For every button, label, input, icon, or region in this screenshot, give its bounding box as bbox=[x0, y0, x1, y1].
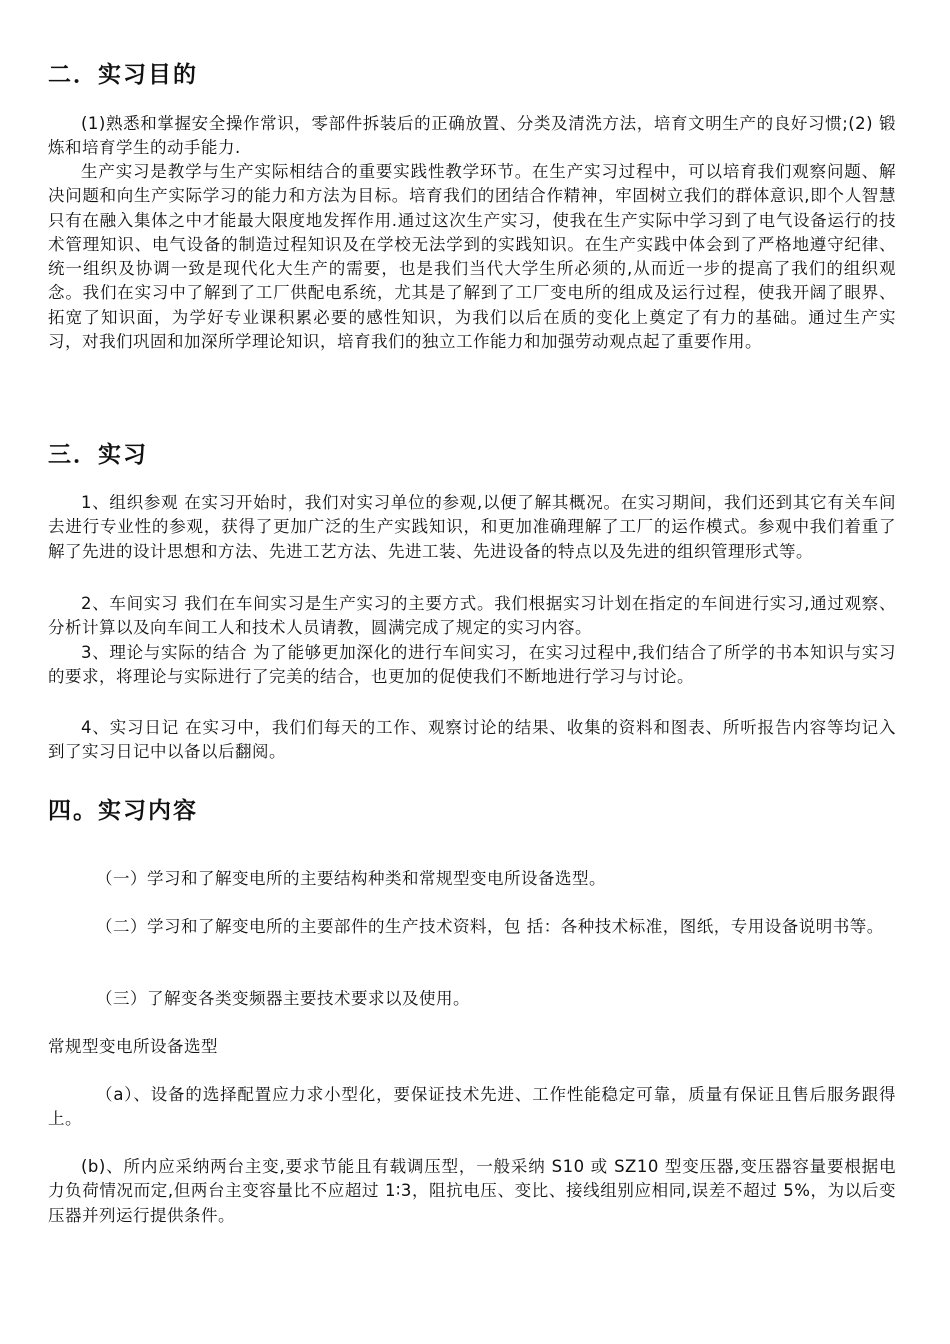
content-item-2: （二）学习和了解变电所的主要部件的生产技术资料，包 括：各种技术标准，图纸，专用设备说明书等。 bbox=[96, 917, 884, 936]
internship-item-2: 2、车间实习 我们在车间实习是生产实习的主要方式。我们根据实习计划在指定的车间进行实习,通过观察、分析计算以及向车间工人和技术人员请教，圆满完成了规定的实习内容。 bbox=[48, 594, 896, 638]
equipment-item-a: （a）、设备的选择配置应力求小型化，要保证技术先进、工作性能稳定可靠，质量有保证且售后服务跟得上。 bbox=[48, 1085, 896, 1129]
equipment-selection-subheading: 常规型变电所设备选型 bbox=[48, 1037, 218, 1056]
purpose-paragraph-1: (1)熟悉和掌握安全操作常识，零部件拆装后的正确放置、分类及清洗方法，培育文明生产的良好习惯;(2) 锻炼和培育学生的动手能力. bbox=[48, 114, 896, 158]
equipment-item-b: (b)、所内应采纳两台主变,要求节能且有载调压型，一般采纳 S10 或 SZ10 型变压器,变压器容量要根据电力负荷情况而定,但两台主变容量比不应超过 1∶3，阻抗电压、变比、接线组别应相同,误差不超过 5%，为以后变压器并列运行提供条件。 bbox=[48, 1157, 896, 1225]
internship-item-1: 1、组织参观 在实习开始时，我们对实习单位的参观,以便了解其概况。在实习期间，我们还到其它有关车间去进行专业性的参观，获得了更加广泛的生产实践知识，和更加准确理解了工厂的运作模式。参观中我们着重了解了先进的设计思想和方法、先进工艺方法、先进工装、先进设备的特点以及先进的组织管理形式等。 bbox=[48, 493, 896, 561]
section-heading-internship: 三．实习 bbox=[48, 442, 148, 468]
content-item-1: （一）学习和了解变电所的主要结构种类和常规型变电所设备选型。 bbox=[96, 869, 606, 888]
content-item-3: （三）了解变各类变频器主要技术要求以及使用。 bbox=[96, 989, 470, 1008]
purpose-paragraph-2: 生产实习是教学与生产实际相结合的重要实践性教学环节。在生产实习过程中，可以培育我们观察问题、解决问题和向生产实际学习的能力和方法为目标。培育我们的团结合作精神，牢固树立我们的群体意识,即个人智慧只有在融入集体之中才能最大限度地发挥作用.通过这次生产实习，使我在生产实际中学习到了电气设备运行的技术管理知识、电气设备的制造过程知识及在学校无法学到的实践知识。在生产实践中体会到了严格地遵守纪律、统一组织及协调一致是现代化大生产的需要，也是我们当代大学生所必须的,从而近一步的提高了我们的组织观念。我们在实习中了解到了工厂供配电系统，尤其是了解到了工厂变电所的组成及运行过程，使我开阔了眼界、拓宽了知识面，为学好专业课积累必要的感性知识，为我们以后在质的变化上奠定了有力的基础。通过生产实习，对我们巩固和加深所学理论知识，培育我们的独立工作能力和加强劳动观点起了重要作用。 bbox=[48, 162, 896, 352]
section-heading-purpose: 二．实习目的 bbox=[48, 62, 198, 88]
section-heading-content: 四。实习内容 bbox=[48, 798, 198, 824]
internship-item-4: 4、实习日记 在实习中，我们们每天的工作、观察讨论的结果、收集的资料和图表、所听报告内容等均记入到了实习日记中以备以后翻阅。 bbox=[48, 718, 896, 762]
internship-item-3: 3、理论与实际的结合 为了能够更加深化的进行车间实习，在实习过程中,我们结合了所学的书本知识与实习的要求，将理论与实际进行了完美的结合，也更加的促使我们不断地进行学习与讨论。 bbox=[48, 643, 896, 687]
